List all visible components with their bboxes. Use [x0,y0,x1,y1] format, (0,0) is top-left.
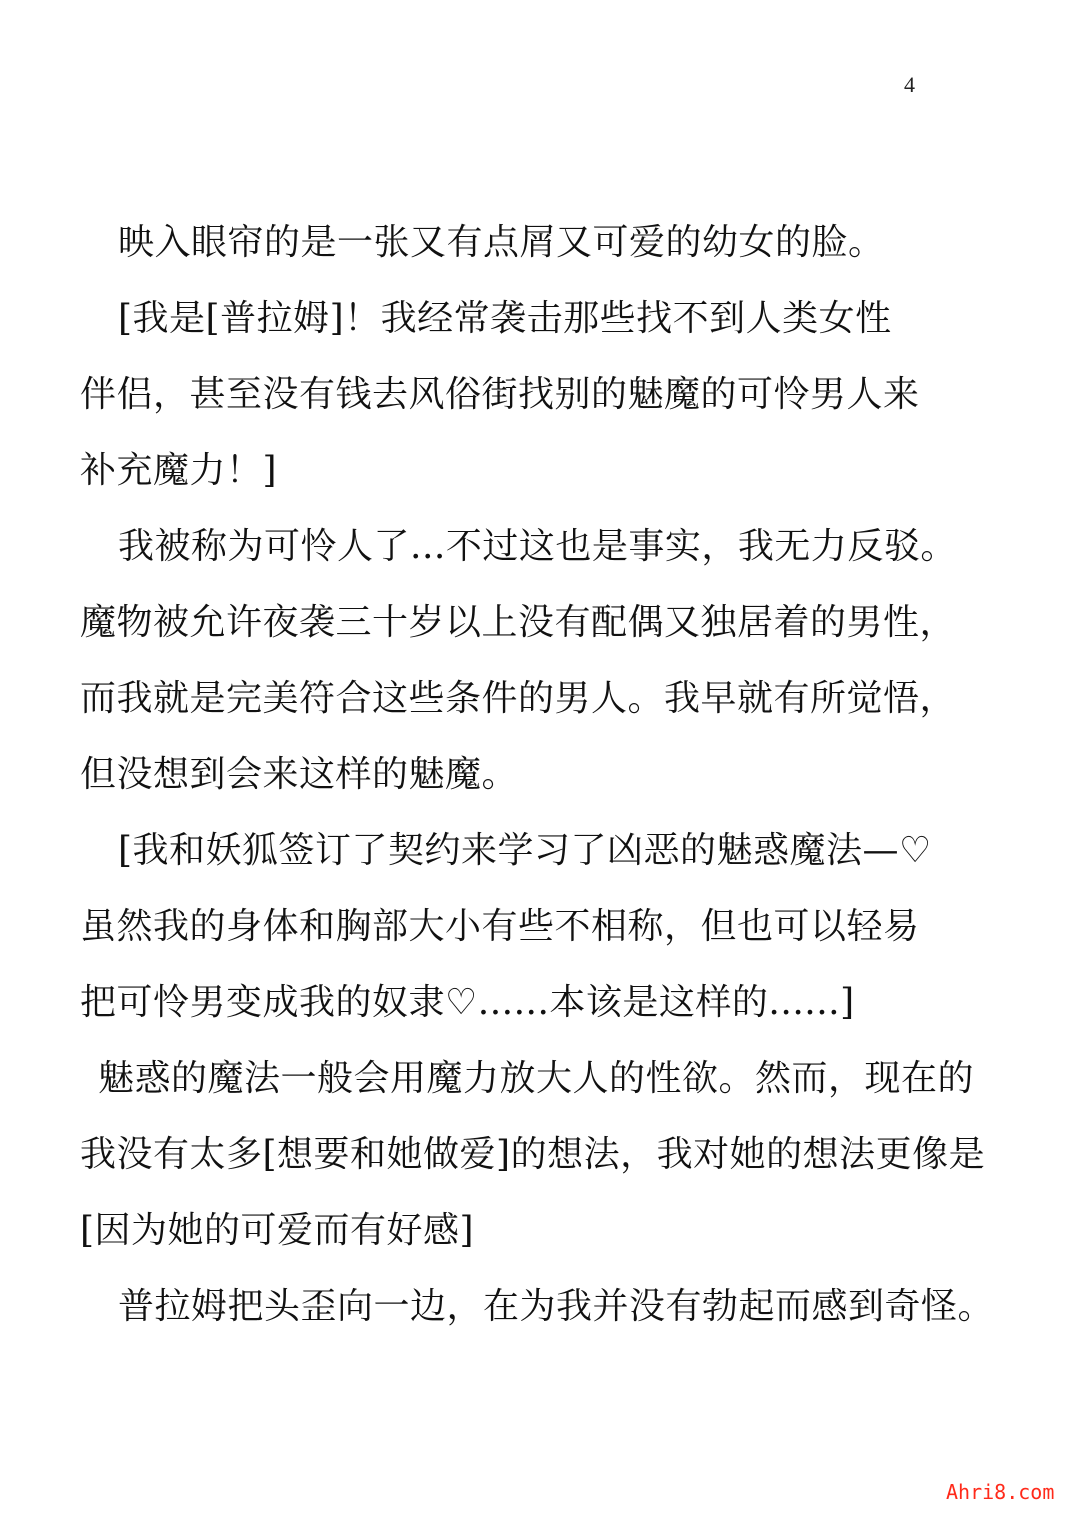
text-line: 补充魔力！] [80,450,278,491]
text-line: 把可怜男变成我的奴隶♡......本该是这样的......] [80,982,855,1023]
text-line: 我没有太多[想要和她做爱]的想法，我对她的想法更像是 [80,1134,986,1175]
page-number: 4 [904,72,915,97]
text-line: 映入眼帘的是一张又有点屑又可爱的幼女的脸。 [118,222,885,263]
text-line: [因为她的可爱而有好感] [80,1210,475,1251]
text-line: 普拉姆把头歪向一边，在为我并没有勃起而感到奇怪。 [118,1286,995,1327]
watermark: Ahri8.com [946,1480,1055,1504]
text-line: 而我就是完美符合这些条件的男人。我早就有所觉悟， [80,678,957,719]
text-line: [我和妖狐签订了契约来学习了凶恶的魅惑魔法—♡ [118,830,932,871]
text-line: 魅惑的魔法一般会用魔力放大人的性欲。然而，现在的 [98,1058,975,1099]
text-line: 我被称为可怜人了...不过这也是事实，我无力反驳。 [118,526,957,567]
text-line: [我是[普拉姆]！我经常袭击那些找不到人类女性 [118,298,892,339]
text-line: 虽然我的身体和胸部大小有些不相称，但也可以轻易 [80,906,920,947]
text-line: 伴侣，甚至没有钱去风俗街找别的魅魔的可怜男人来 [80,374,920,415]
text-line: 但没想到会来这样的魅魔。 [80,754,519,795]
text-line: 魔物被允许夜袭三十岁以上没有配偶又独居着的男性， [80,602,957,643]
